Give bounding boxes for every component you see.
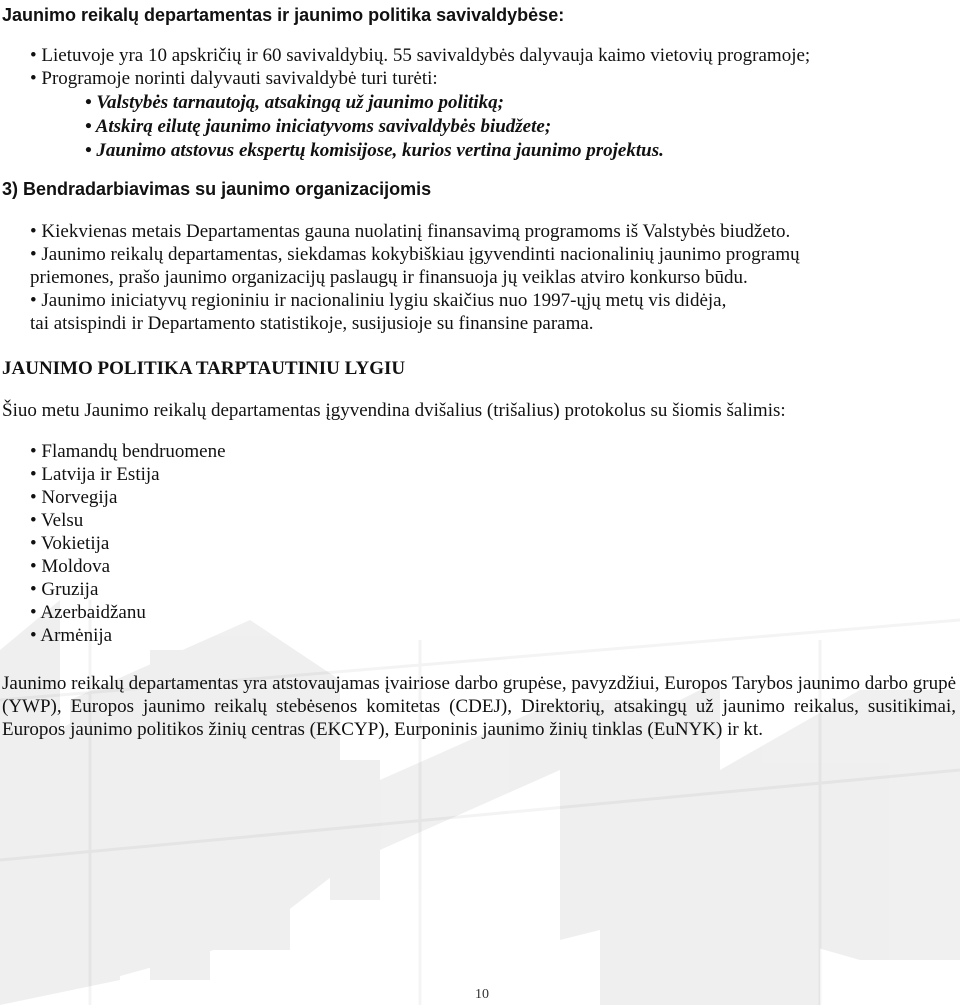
requirement-item: • Atskirą eilutę jaunimo iniciatyvoms savivaldybės biudžete; xyxy=(85,116,552,137)
page-number: 10 xyxy=(475,987,489,1002)
section-heading: 3) Bendradarbiavimas su jaunimo organizacijomis xyxy=(2,179,432,199)
section-bullet: • Kiekvienas metais Departamentas gauna nuolatinį finansavimą programoms iš Valstybės biudžeto. xyxy=(30,221,791,242)
country-list-item: • Velsu xyxy=(30,510,84,531)
international-intro: Šiuo metu Jaunimo reikalų departamentas įgyvendina dvišalius (trišalius) protokolus su šiomis šalimis: xyxy=(2,400,786,421)
closing-paragraph: Jaunimo reikalų departamentas yra atstovaujamas įvairiose darbo grupėse, pavyzdžiui, Europos Tarybos jaunimo darbo grupė (YWP), Europos jaunimo reikalų stebėsenos komitetas (CDEJ), Direktorių, atsakingų už jaunimo reikalus, susitikimai, Europos jaunimo politikos žinių centras (EKCYP), Eurponinis jaunimo žinių tinklas (EuNYK) ir kt. xyxy=(2,673,956,740)
country-list-item: • Armėnija xyxy=(30,625,113,646)
country-list-item: • Gruzija xyxy=(30,579,99,600)
section-line: priemones, prašo jaunimo organizacijų paslaugų ir finansuoja jų veiklas atviro konkurso būdu. xyxy=(30,267,748,288)
section-line: tai atsispindi ir Departamento statistikoje, susijusioje su finansine parama. xyxy=(30,313,594,334)
page-title: Jaunimo reikalų departamentas ir jaunimo politika savivaldybėse: xyxy=(2,5,565,25)
country-list-item: • Norvegija xyxy=(30,487,118,508)
requirement-item: • Valstybės tarnautoją, atsakingą už jaunimo politiką; xyxy=(85,92,504,113)
country-list-item: • Moldova xyxy=(30,556,111,577)
intro-bullet: • Lietuvoje yra 10 apskričių ir 60 savivaldybių. 55 savivaldybės dalyvauja kaimo vietovių programoje; xyxy=(30,45,811,66)
country-list-item: • Flamandų bendruomene xyxy=(30,441,226,462)
requirement-item: • Jaunimo atstovus ekspertų komisijose, kurios vertina jaunimo projektus. xyxy=(85,140,664,161)
section-bullet: • Jaunimo iniciatyvų regioniniu ir nacionaliniu lygiu skaičius nuo 1997-ųjų metų vis didėja, xyxy=(30,290,727,311)
country-list-item: • Latvija ir Estija xyxy=(30,464,160,485)
section-bullet: • Jaunimo reikalų departamentas, siekdamas kokybiškiau įgyvendinti nacionalinių jaunimo programų xyxy=(30,244,800,265)
country-list-item: • Azerbaidžanu xyxy=(30,602,146,623)
international-heading: JAUNIMO POLITIKA TARPTAUTINIU LYGIU xyxy=(2,358,406,379)
intro-bullet: • Programoje norinti dalyvauti savivaldybė turi turėti: xyxy=(30,68,438,89)
country-list-item: • Vokietija xyxy=(30,533,110,554)
